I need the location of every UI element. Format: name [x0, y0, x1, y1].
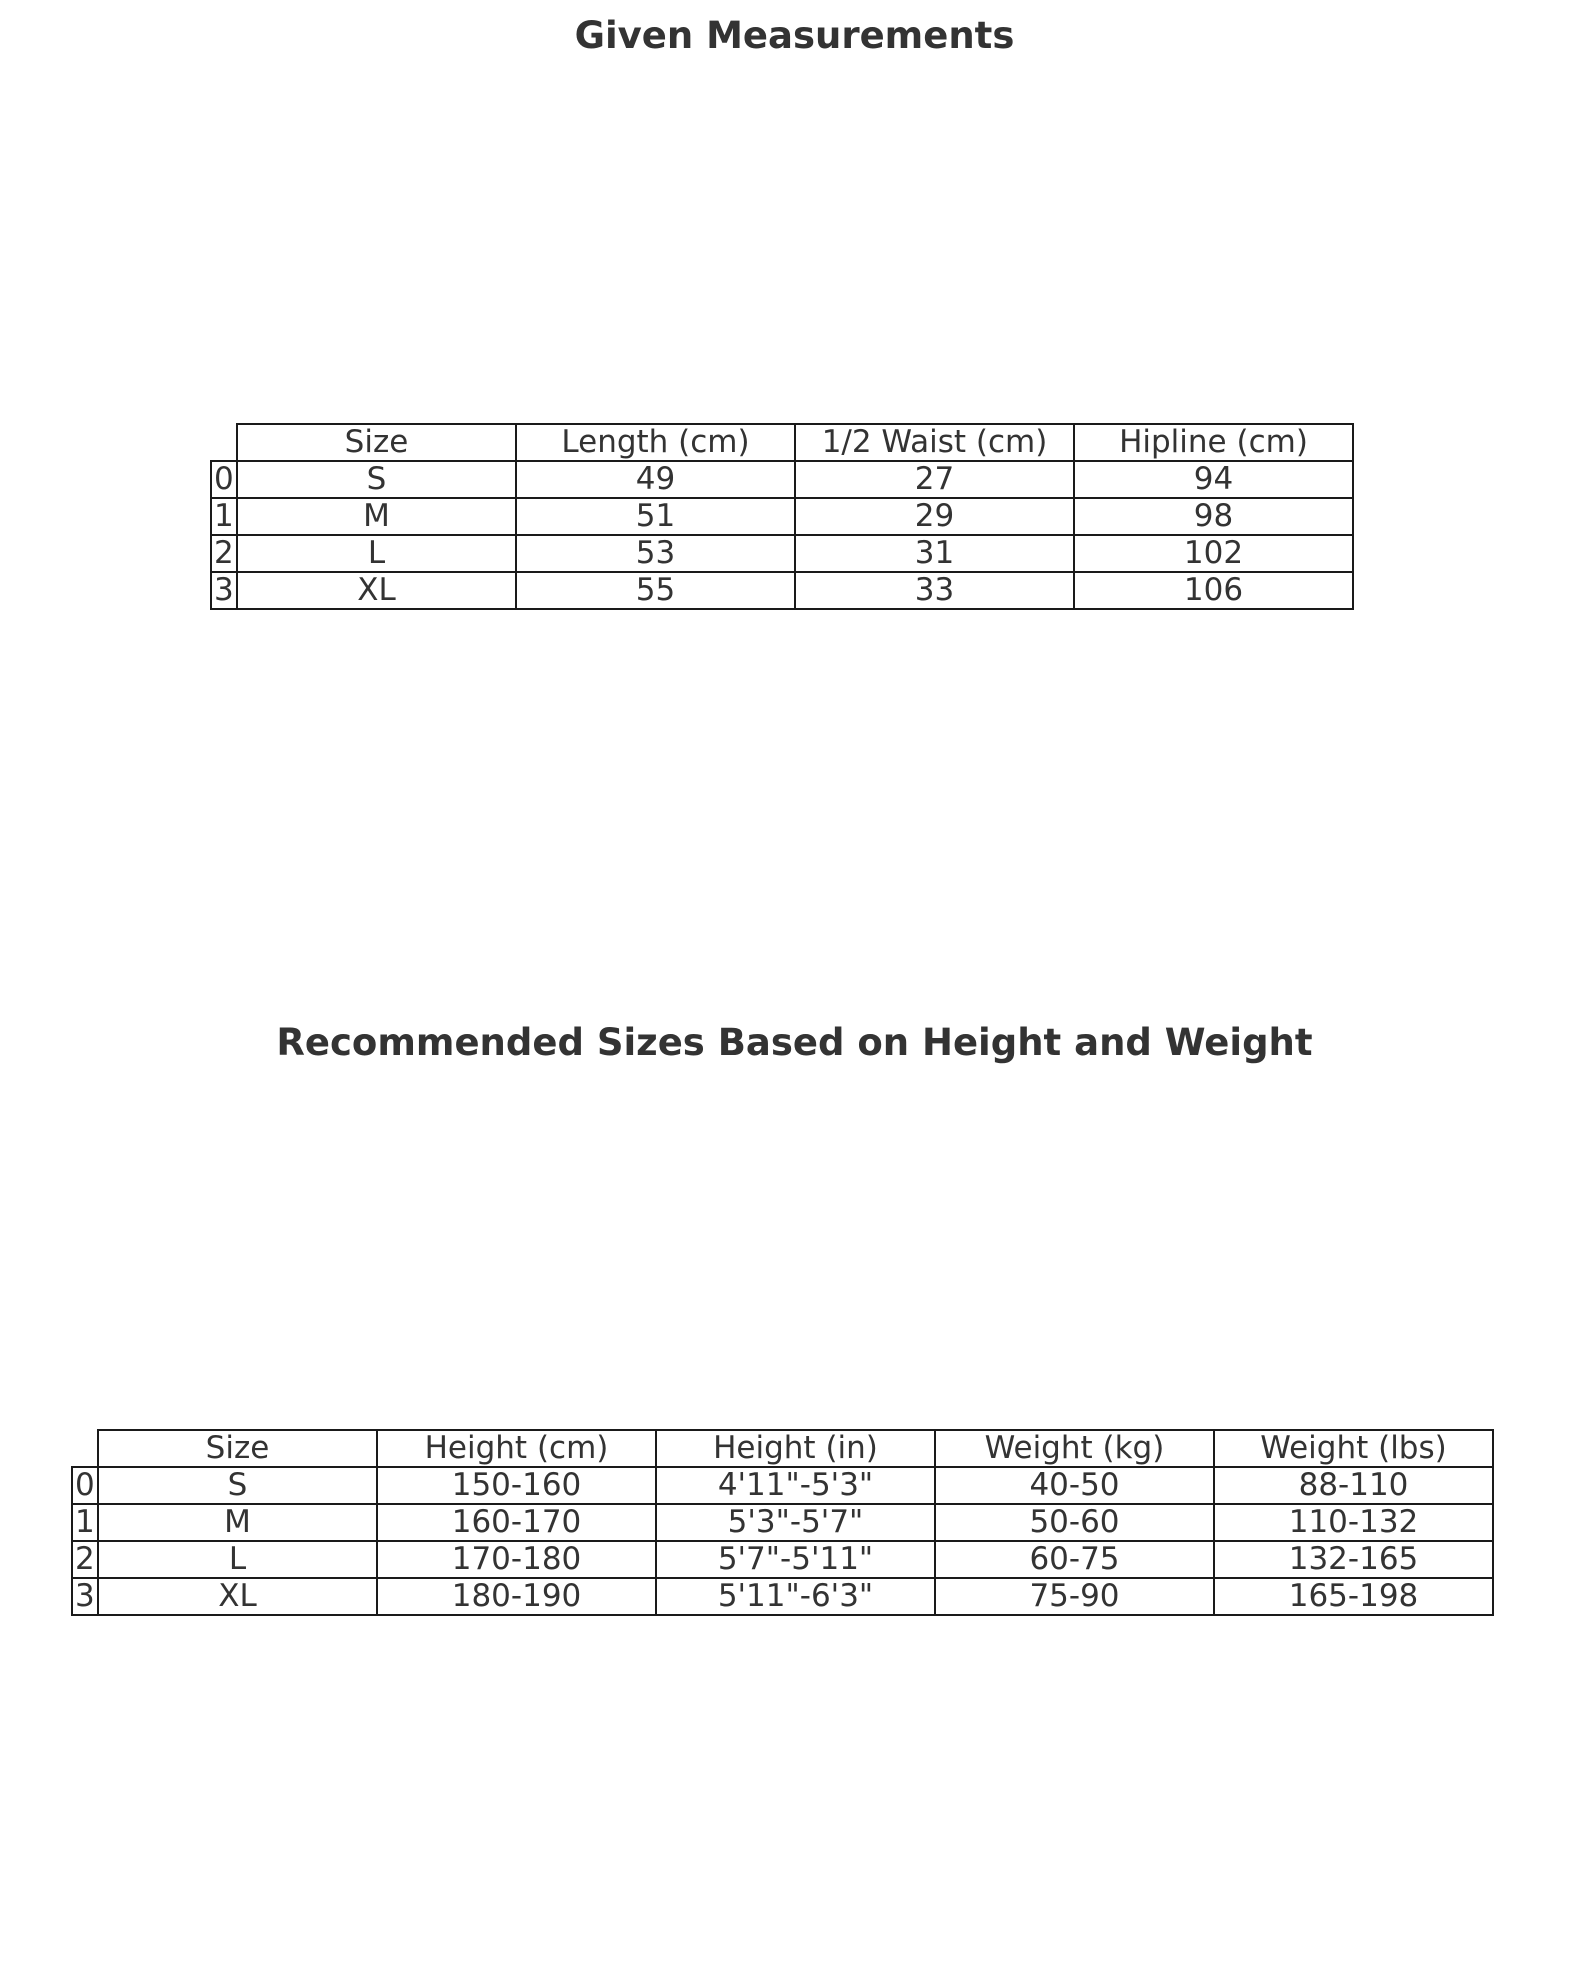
column-header: Height (in): [656, 1430, 935, 1467]
table-cell: 98: [1074, 498, 1353, 535]
table-cell: 160-170: [377, 1504, 656, 1541]
column-header: Height (cm): [377, 1430, 656, 1467]
column-header: Weight (lbs): [1214, 1430, 1493, 1467]
row-index: 1: [211, 498, 237, 535]
table-cell: 50-60: [935, 1504, 1214, 1541]
table-cell: 53: [516, 535, 795, 572]
table-cell: 33: [795, 572, 1074, 609]
table-cell: XL: [98, 1578, 377, 1615]
row-index: 3: [72, 1578, 98, 1615]
table-cell: S: [237, 461, 516, 498]
table-cell: 102: [1074, 535, 1353, 572]
table-cell: 94: [1074, 461, 1353, 498]
row-index: 2: [211, 535, 237, 572]
row-index: 2: [72, 1541, 98, 1578]
table-cell: 88-110: [1214, 1467, 1493, 1504]
table-row: [211, 535, 1353, 572]
table-cell: 51: [516, 498, 795, 535]
table-row: [211, 572, 1353, 609]
row-index: 3: [211, 572, 237, 609]
table-cell: 150-160: [377, 1467, 656, 1504]
table-cell: 4'11"-5'3": [656, 1467, 935, 1504]
table-cell: L: [237, 535, 516, 572]
table-cell: 165-198: [1214, 1578, 1493, 1615]
table-cell: 180-190: [377, 1578, 656, 1615]
table-row: [72, 1467, 1493, 1504]
recommended-sizes-title: Recommended Sizes Based on Height and Weight: [276, 1021, 1313, 1064]
column-header: Length (cm): [516, 424, 795, 461]
row-index: 0: [72, 1467, 98, 1504]
column-header: Weight (kg): [935, 1430, 1214, 1467]
table-row: [72, 1504, 1493, 1541]
column-header: Hipline (cm): [1074, 424, 1353, 461]
table-cell: 49: [516, 461, 795, 498]
table-cell: M: [237, 498, 516, 535]
table-cell: 40-50: [935, 1467, 1214, 1504]
table-header-row: [211, 424, 1353, 461]
table-cell: M: [98, 1504, 377, 1541]
row-index: 1: [72, 1504, 98, 1541]
given-measurements-table: [210, 423, 1354, 610]
table-header-row: [72, 1430, 1493, 1467]
column-header: Size: [237, 424, 516, 461]
table-cell: 132-165: [1214, 1541, 1493, 1578]
table-cell: 5'11"-6'3": [656, 1578, 935, 1615]
table-row: [72, 1541, 1493, 1578]
column-header: Size: [98, 1430, 377, 1467]
given-measurements-title: Given Measurements: [574, 14, 1015, 57]
table-cell: 27: [795, 461, 1074, 498]
table-row: [211, 461, 1353, 498]
column-header: 1/2 Waist (cm): [795, 424, 1074, 461]
table-cell: L: [98, 1541, 377, 1578]
table-cell: 29: [795, 498, 1074, 535]
table-corner: [72, 1430, 98, 1467]
table-cell: S: [98, 1467, 377, 1504]
recommended-sizes-table: [71, 1429, 1494, 1616]
table-cell: 5'7"-5'11": [656, 1541, 935, 1578]
table-cell: 170-180: [377, 1541, 656, 1578]
table-corner: [211, 424, 237, 461]
table-cell: 110-132: [1214, 1504, 1493, 1541]
table-cell: 5'3"-5'7": [656, 1504, 935, 1541]
table-cell: 31: [795, 535, 1074, 572]
table-cell: 106: [1074, 572, 1353, 609]
table-row: [72, 1578, 1493, 1615]
table-cell: 55: [516, 572, 795, 609]
table-cell: XL: [237, 572, 516, 609]
table-cell: 60-75: [935, 1541, 1214, 1578]
table-row: [211, 498, 1353, 535]
table-cell: 75-90: [935, 1578, 1214, 1615]
row-index: 0: [211, 461, 237, 498]
